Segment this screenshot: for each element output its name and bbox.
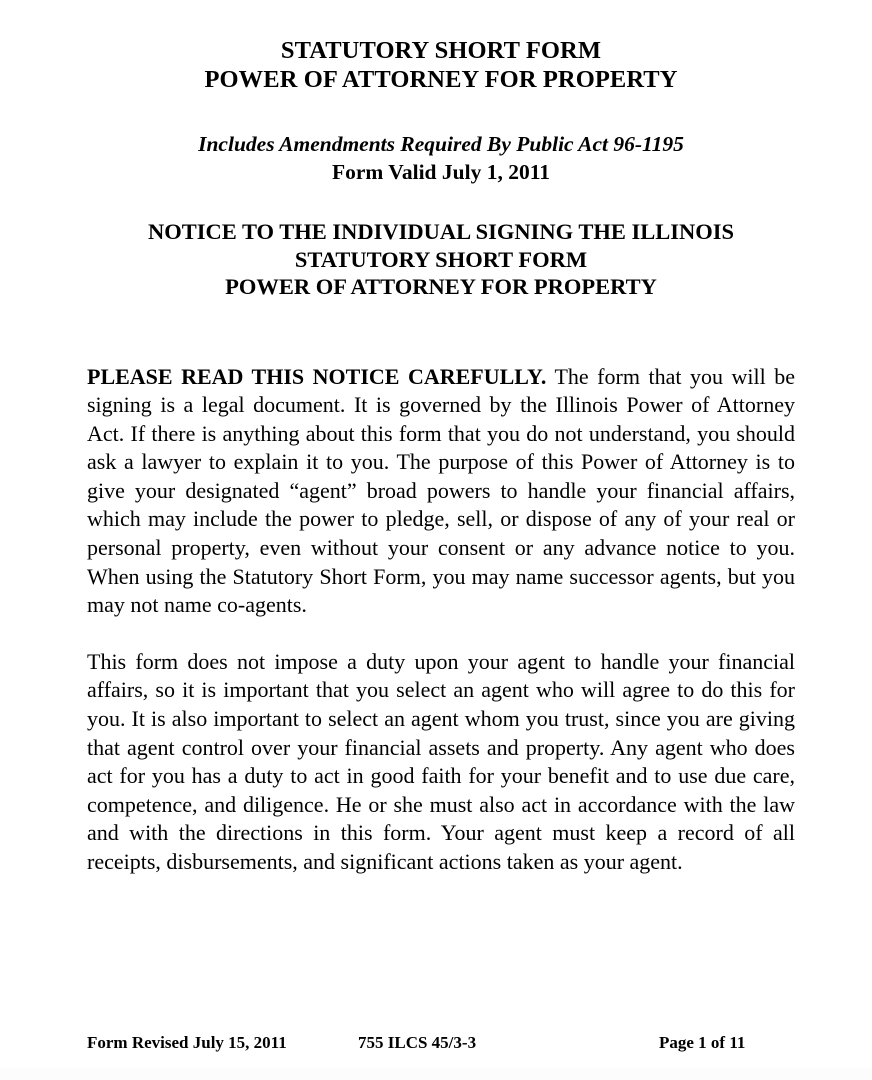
paragraph-2 [87,648,795,877]
footer-form-revised: Form Revised July 15, 2011 [87,1033,287,1052]
paragraph-1-text: The form that you will be signing is a legal document. It is governed by the Illinois Power of Attorney Act. If there is anything about this form that you do not understand, you should ask a lawyer to explain it to you. The purpose of this Power of Attorney is to give your designated “agent” broad powers to handle your financial affairs, which may include the power to pledge, sell, or dispose of any of your real or personal property, even without your consent or any advance notice to you. When using the Statutory Short Form, you may name successor agents, but you may not name co-agents. [87,363,795,618]
paragraph-2-text: This form does not impose a duty upon your agent to handle your financial affairs, so it is important that you select an agent who will agree to do this for you. It is also important to select an agent whom you trust, since you are giving that agent control over your financial assets and property. Any agent who does act for you has a duty to act in good faith for your benefit and to use due care, competence, and diligence. He or she must also act in accordance with the law and with the directions in this form. Your agent must keep a record of all receipts, disbursements, and significant actions taken as your agent. [87,648,795,874]
notice-heading-line-1: NOTICE TO THE INDIVIDUAL SIGNING THE ILLINOIS [147,219,735,244]
notice-heading-line-3: POWER OF ATTORNEY FOR PROPERTY [225,274,657,299]
form-validity: Form Valid July 1, 2011 [331,160,551,184]
footer-page-number: Page 1 of 11 [659,1033,746,1052]
footer-statute-citation: 755 ILCS 45/3-3 [358,1033,477,1052]
notice-body [87,363,795,877]
document-title [87,36,795,94]
page-bottom-edge [0,1068,872,1080]
paragraph-1-lead-in: PLEASE READ THIS NOTICE CAREFULLY. [87,363,547,389]
amendment-block [87,130,795,186]
notice-heading [87,218,795,301]
notice-heading-line-2: STATUTORY SHORT FORM [294,246,588,272]
document-content [87,0,795,877]
amendment-notice: Includes Amendments Required By Public Act 96-1195 [198,132,684,156]
document-title-line-1: STATUTORY SHORT FORM [280,37,602,64]
page-footer [87,1032,795,1058]
paragraph-1 [87,363,795,620]
document-title-line-2: POWER OF ATTORNEY FOR PROPERTY [204,66,678,93]
